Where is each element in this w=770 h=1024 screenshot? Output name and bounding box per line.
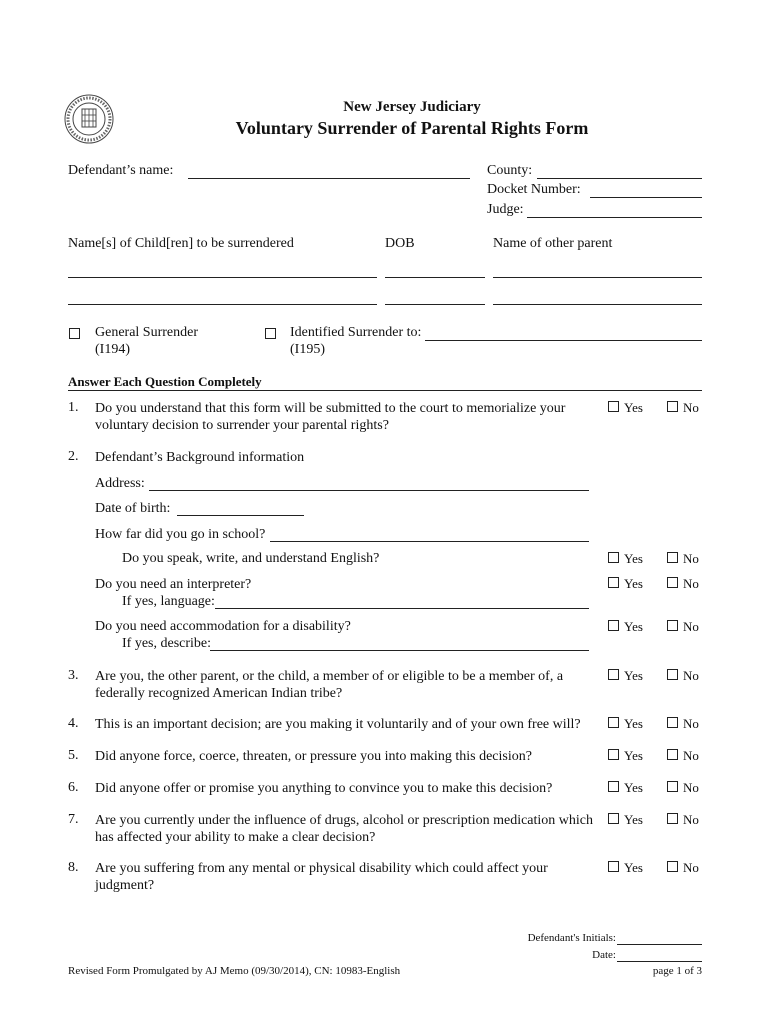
q8-text-line1: Are you suffering from any mental or physical disability which could affect your [95,861,548,876]
docket-field[interactable] [590,197,702,198]
q7-no-label: No [683,812,699,827]
q6-yes-checkbox[interactable] [608,781,619,792]
q5-no-checkbox[interactable] [667,749,678,760]
q6-number: 6. [68,780,79,795]
form-title: Voluntary Surrender of Parental Rights Form [235,118,589,138]
q7-text-line2: has affected your ability to make a clear decision? [95,830,376,845]
english-no-label: No [683,551,699,566]
language-field[interactable] [215,608,589,609]
interpreter-no-label: No [683,576,699,591]
q8-number: 8. [68,860,79,875]
q3-text-line2: federally recognized American Indian tribe? [95,686,343,701]
language-label: If yes, language: [122,594,215,609]
english-yes-label: Yes [624,551,643,566]
q4-no-checkbox[interactable] [667,717,678,728]
docket-label: Docket Number: [487,182,581,197]
q4-yes-label: Yes [624,716,643,731]
q5-yes-label: Yes [624,748,643,763]
q4-number: 4. [68,716,79,731]
accommodation-no-checkbox[interactable] [667,620,678,631]
q3-no-checkbox[interactable] [667,669,678,680]
judge-label: Judge: [487,202,524,217]
q7-no-checkbox[interactable] [667,813,678,824]
q3-no-label: No [683,668,699,683]
initials-field[interactable] [617,944,702,945]
accommodation-yes-label: Yes [624,619,643,634]
interpreter-yes-label: Yes [624,576,643,591]
date-of-birth-label: Date of birth: [95,501,171,516]
address-label: Address: [95,476,145,491]
county-field[interactable] [537,178,702,179]
q5-yes-checkbox[interactable] [608,749,619,760]
q1-text-line1: Do you understand that this form will be submitted to the court to memorialize your [95,401,566,416]
q1-no-label: No [683,400,699,415]
q8-no-checkbox[interactable] [667,861,678,872]
general-surrender-label: General Surrender [95,325,199,340]
q8-text-line2: judgment? [95,878,155,893]
address-field[interactable] [149,490,589,491]
q8-no-label: No [683,860,699,875]
q1-no-checkbox[interactable] [667,401,678,412]
q8-yes-checkbox[interactable] [608,861,619,872]
school-label: How far did you go in school? [95,527,266,542]
q5-text-line1: Did anyone force, coerce, threaten, or pressure you into making this decision? [95,749,532,764]
q7-yes-label: Yes [624,812,643,827]
english-no-checkbox[interactable] [667,552,678,563]
interpreter-label: Do you need an interpreter? [95,577,252,592]
interpreter-yes-checkbox[interactable] [608,577,619,588]
q3-number: 3. [68,668,79,683]
general-surrender-code: (I194) [95,342,130,357]
section-heading: Answer Each Question Completely [68,374,262,389]
child-name-field-1[interactable] [68,277,377,278]
identified-surrender-field[interactable] [425,340,702,341]
q8-yes-label: Yes [624,860,643,875]
q6-text-line1: Did anyone offer or promise you anything to convince you to make this decision? [95,781,553,796]
q1-yes-label: Yes [624,400,643,415]
english-label: Do you speak, write, and understand English? [122,551,380,566]
dob-header: DOB [385,236,415,251]
q3-yes-label: Yes [624,668,643,683]
child-name-field-2[interactable] [68,304,377,305]
q5-no-label: No [683,748,699,763]
q3-yes-checkbox[interactable] [608,669,619,680]
date-of-birth-field[interactable] [177,515,304,516]
county-label: County: [487,163,533,178]
q7-yes-checkbox[interactable] [608,813,619,824]
other-parent-field-2[interactable] [493,304,702,305]
q6-yes-label: Yes [624,780,643,795]
q1-text-line2: voluntary decision to surrender your parental rights? [95,418,389,433]
school-field[interactable] [270,541,589,542]
identified-surrender-checkbox[interactable] [265,328,276,339]
date-label: Date: [592,949,616,961]
accommodation-no-label: No [683,619,699,634]
initials-label: Defendant's Initials: [527,932,616,944]
judge-field[interactable] [527,217,702,218]
defendant-name-label: Defendant’s name: [68,163,174,178]
q2-number: 2. [68,449,79,464]
org-name: New Jersey Judiciary [343,99,481,115]
other-parent-field-1[interactable] [493,277,702,278]
q4-no-label: No [683,716,699,731]
other-parent-header: Name of other parent [493,236,613,251]
revision-note: Revised Form Promulgated by AJ Memo (09/30/2014), CN: 10983-English [68,965,401,977]
q7-text-line1: Are you currently under the influence of drugs, alcohol or prescription medication which [95,813,594,828]
accommodation-yes-checkbox[interactable] [608,620,619,631]
q2-text: Defendant’s Background information [95,450,305,465]
identified-surrender-label: Identified Surrender to: [290,325,422,340]
identified-surrender-code: (I195) [290,342,325,357]
describe-label: If yes, describe: [122,636,212,651]
date-field[interactable] [617,961,702,962]
accommodation-label: Do you need accommodation for a disability? [95,619,351,634]
q6-no-label: No [683,780,699,795]
q1-number: 1. [68,400,79,415]
children-names-header: Name[s] of Child[ren] to be surrendered [68,236,294,251]
defendant-name-field[interactable] [188,178,470,179]
english-yes-checkbox[interactable] [608,552,619,563]
general-surrender-checkbox[interactable] [69,328,80,339]
interpreter-no-checkbox[interactable] [667,577,678,588]
page-number: page 1 of 3 [652,965,702,977]
q7-number: 7. [68,812,79,827]
describe-field[interactable] [210,650,589,651]
child-dob-field-1[interactable] [385,277,485,278]
q4-text-line1: This is an important decision; are you making it voluntarily and of your own free will? [95,717,581,732]
q6-no-checkbox[interactable] [667,781,678,792]
child-dob-field-2[interactable] [385,304,485,305]
q4-yes-checkbox[interactable] [608,717,619,728]
q5-number: 5. [68,748,79,763]
q3-text-line1: Are you, the other parent, or the child, a member of or eligible to be a member of, a [95,669,564,684]
q1-yes-checkbox[interactable] [608,401,619,412]
section-divider [68,390,702,391]
